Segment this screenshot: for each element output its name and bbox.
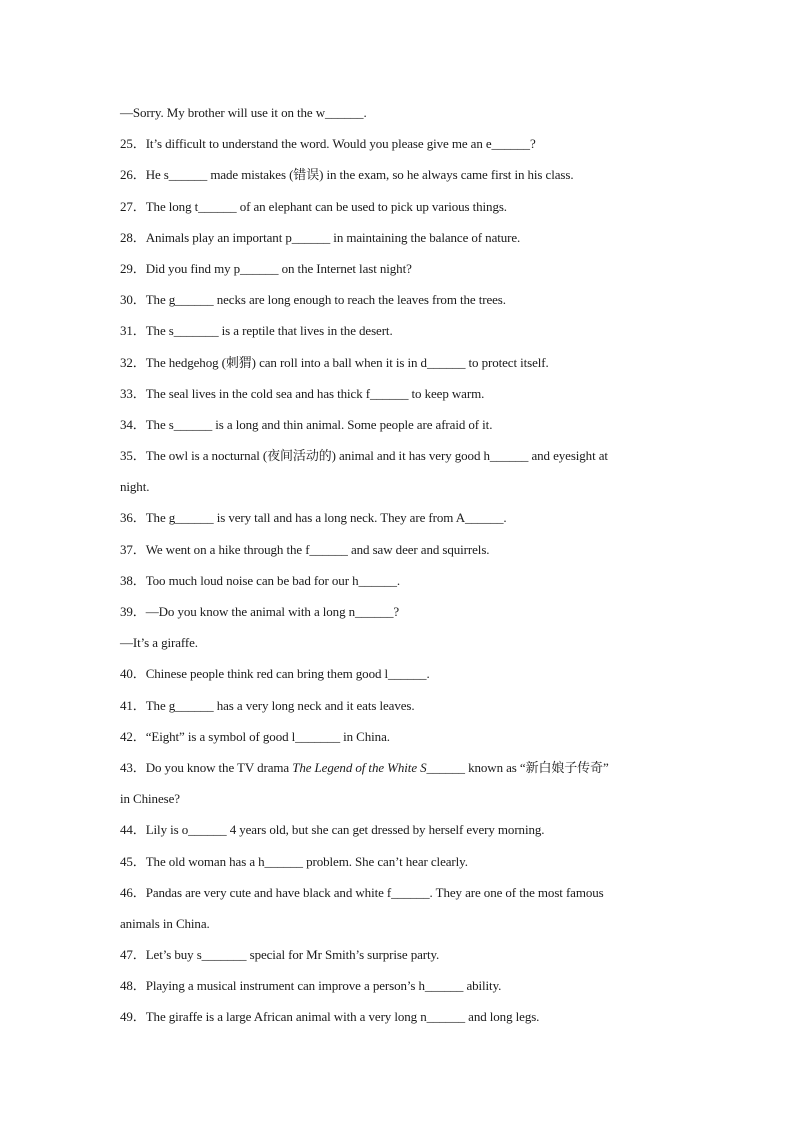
question-text: The old woman has a h______ problem. She can’t hear clearly.: [145, 853, 468, 869]
question-line: [120, 102, 680, 133]
question-line: [120, 507, 680, 538]
question-number: 29．: [120, 260, 146, 276]
question-number: 36．: [120, 510, 146, 526]
question-number: 46．: [120, 884, 146, 900]
question-number: 28．: [120, 229, 146, 245]
question-line: [120, 663, 680, 694]
question-text: The s______ is a long and thin animal. Some people are afraid of it.: [145, 416, 493, 432]
question-text: Too much loud noise can be bad for our h______.: [145, 572, 401, 588]
question-text: Chinese people think red can bring them good l______.: [145, 666, 430, 682]
question-number: 40．: [120, 666, 146, 682]
question-text: animals in China.: [120, 915, 210, 931]
question-number: 44．: [120, 822, 146, 838]
question-number: 26．: [120, 167, 146, 183]
question-line: [120, 196, 680, 227]
question-line: [120, 352, 680, 383]
question-line: [120, 164, 680, 195]
question-text: The g______ is very tall and has a long neck. They are from A______.: [145, 510, 507, 526]
question-text: Pandas are very cute and have black and white f______. They are one of the most famous: [145, 884, 604, 900]
drama-title: The Legend of the White S: [292, 759, 427, 775]
question-text: The hedgehog (刺猬) can roll into a ball when it is in d______ to protect itself.: [145, 354, 549, 370]
question-line: [120, 570, 680, 601]
question-number: 27．: [120, 198, 146, 214]
question-text: Do you know the TV drama: [145, 759, 293, 775]
question-number: 38．: [120, 572, 146, 588]
question-number: 35．: [120, 448, 146, 464]
question-line: [120, 913, 680, 944]
question-line: [120, 851, 680, 882]
question-line: [120, 1006, 680, 1037]
question-line: [120, 726, 680, 757]
question-number: 33．: [120, 385, 146, 401]
question-text: —It’s a giraffe.: [120, 635, 198, 651]
question-text: The seal lives in the cold sea and has thick f______ to keep warm.: [145, 385, 485, 401]
question-line: [120, 882, 680, 913]
question-line: [120, 757, 680, 788]
question-number: 47．: [120, 947, 146, 963]
question-line: [120, 320, 680, 351]
question-line: [120, 539, 680, 570]
question-line: [120, 476, 680, 507]
worksheet-page: [120, 102, 680, 1038]
question-text: Did you find my p______ on the Internet last night?: [145, 260, 412, 276]
question-text: He s______ made mistakes (错误) in the exam, so he always came first in his class.: [145, 167, 574, 183]
question-line: [120, 632, 680, 663]
question-line: [120, 258, 680, 289]
question-line: [120, 944, 680, 975]
question-text: —Sorry. My brother will use it on the w______.: [120, 105, 367, 120]
question-line: [120, 601, 680, 632]
question-text: The s_______ is a reptile that lives in the desert.: [145, 323, 393, 339]
question-number: 45．: [120, 853, 146, 869]
question-number: 34．: [120, 416, 146, 432]
question-text: night.: [120, 479, 150, 495]
question-line: [120, 289, 680, 320]
question-line: [120, 695, 680, 726]
question-number: 32．: [120, 354, 146, 370]
question-line: [120, 133, 680, 164]
question-line: [120, 788, 680, 819]
question-line: [120, 975, 680, 1006]
question-line: [120, 819, 680, 850]
question-text: The g______ necks are long enough to reach the leaves from the trees.: [145, 292, 506, 308]
question-text: Animals play an important p______ in maintaining the balance of nature.: [145, 229, 521, 245]
question-line: [120, 383, 680, 414]
question-text: It’s difficult to understand the word. Would you please give me an e______?: [145, 136, 536, 152]
question-text: in Chinese?: [120, 791, 180, 807]
question-text: Lily is o______ 4 years old, but she can get dressed by herself every morning.: [145, 822, 545, 838]
question-number: 41．: [120, 697, 146, 713]
question-text: The long t______ of an elephant can be used to pick up various things.: [145, 198, 507, 214]
question-number: 39．: [120, 604, 146, 619]
question-text: The owl is a nocturnal (夜间活动的) animal and it has very good h______ and eyesight at: [145, 448, 608, 464]
question-text: Playing a musical instrument can improve a person’s h______ ability.: [145, 978, 502, 994]
question-number: 43．: [120, 759, 146, 775]
question-number: 25．: [120, 136, 146, 152]
question-text: —Do you know the animal with a long n______?: [145, 604, 400, 619]
question-number: 30．: [120, 292, 146, 308]
question-text-continued: ______ known as “新白娘子传奇”: [426, 759, 609, 775]
question-text: We went on a hike through the f______ and saw deer and squirrels.: [145, 541, 490, 557]
question-text: The g______ has a very long neck and it eats leaves.: [145, 697, 415, 713]
question-text: “Eight” is a symbol of good l_______ in China.: [145, 728, 390, 744]
question-line: [120, 227, 680, 258]
question-text: The giraffe is a large African animal with a very long n______ and long legs.: [145, 1009, 540, 1025]
question-number: 42．: [120, 728, 146, 744]
question-number: 49．: [120, 1009, 146, 1025]
question-number: 37．: [120, 541, 146, 557]
question-line: [120, 445, 680, 476]
question-number: 31．: [120, 323, 146, 339]
question-number: 48．: [120, 978, 146, 994]
question-text: Let’s buy s_______ special for Mr Smith’s surprise party.: [145, 947, 440, 963]
question-line: [120, 414, 680, 445]
